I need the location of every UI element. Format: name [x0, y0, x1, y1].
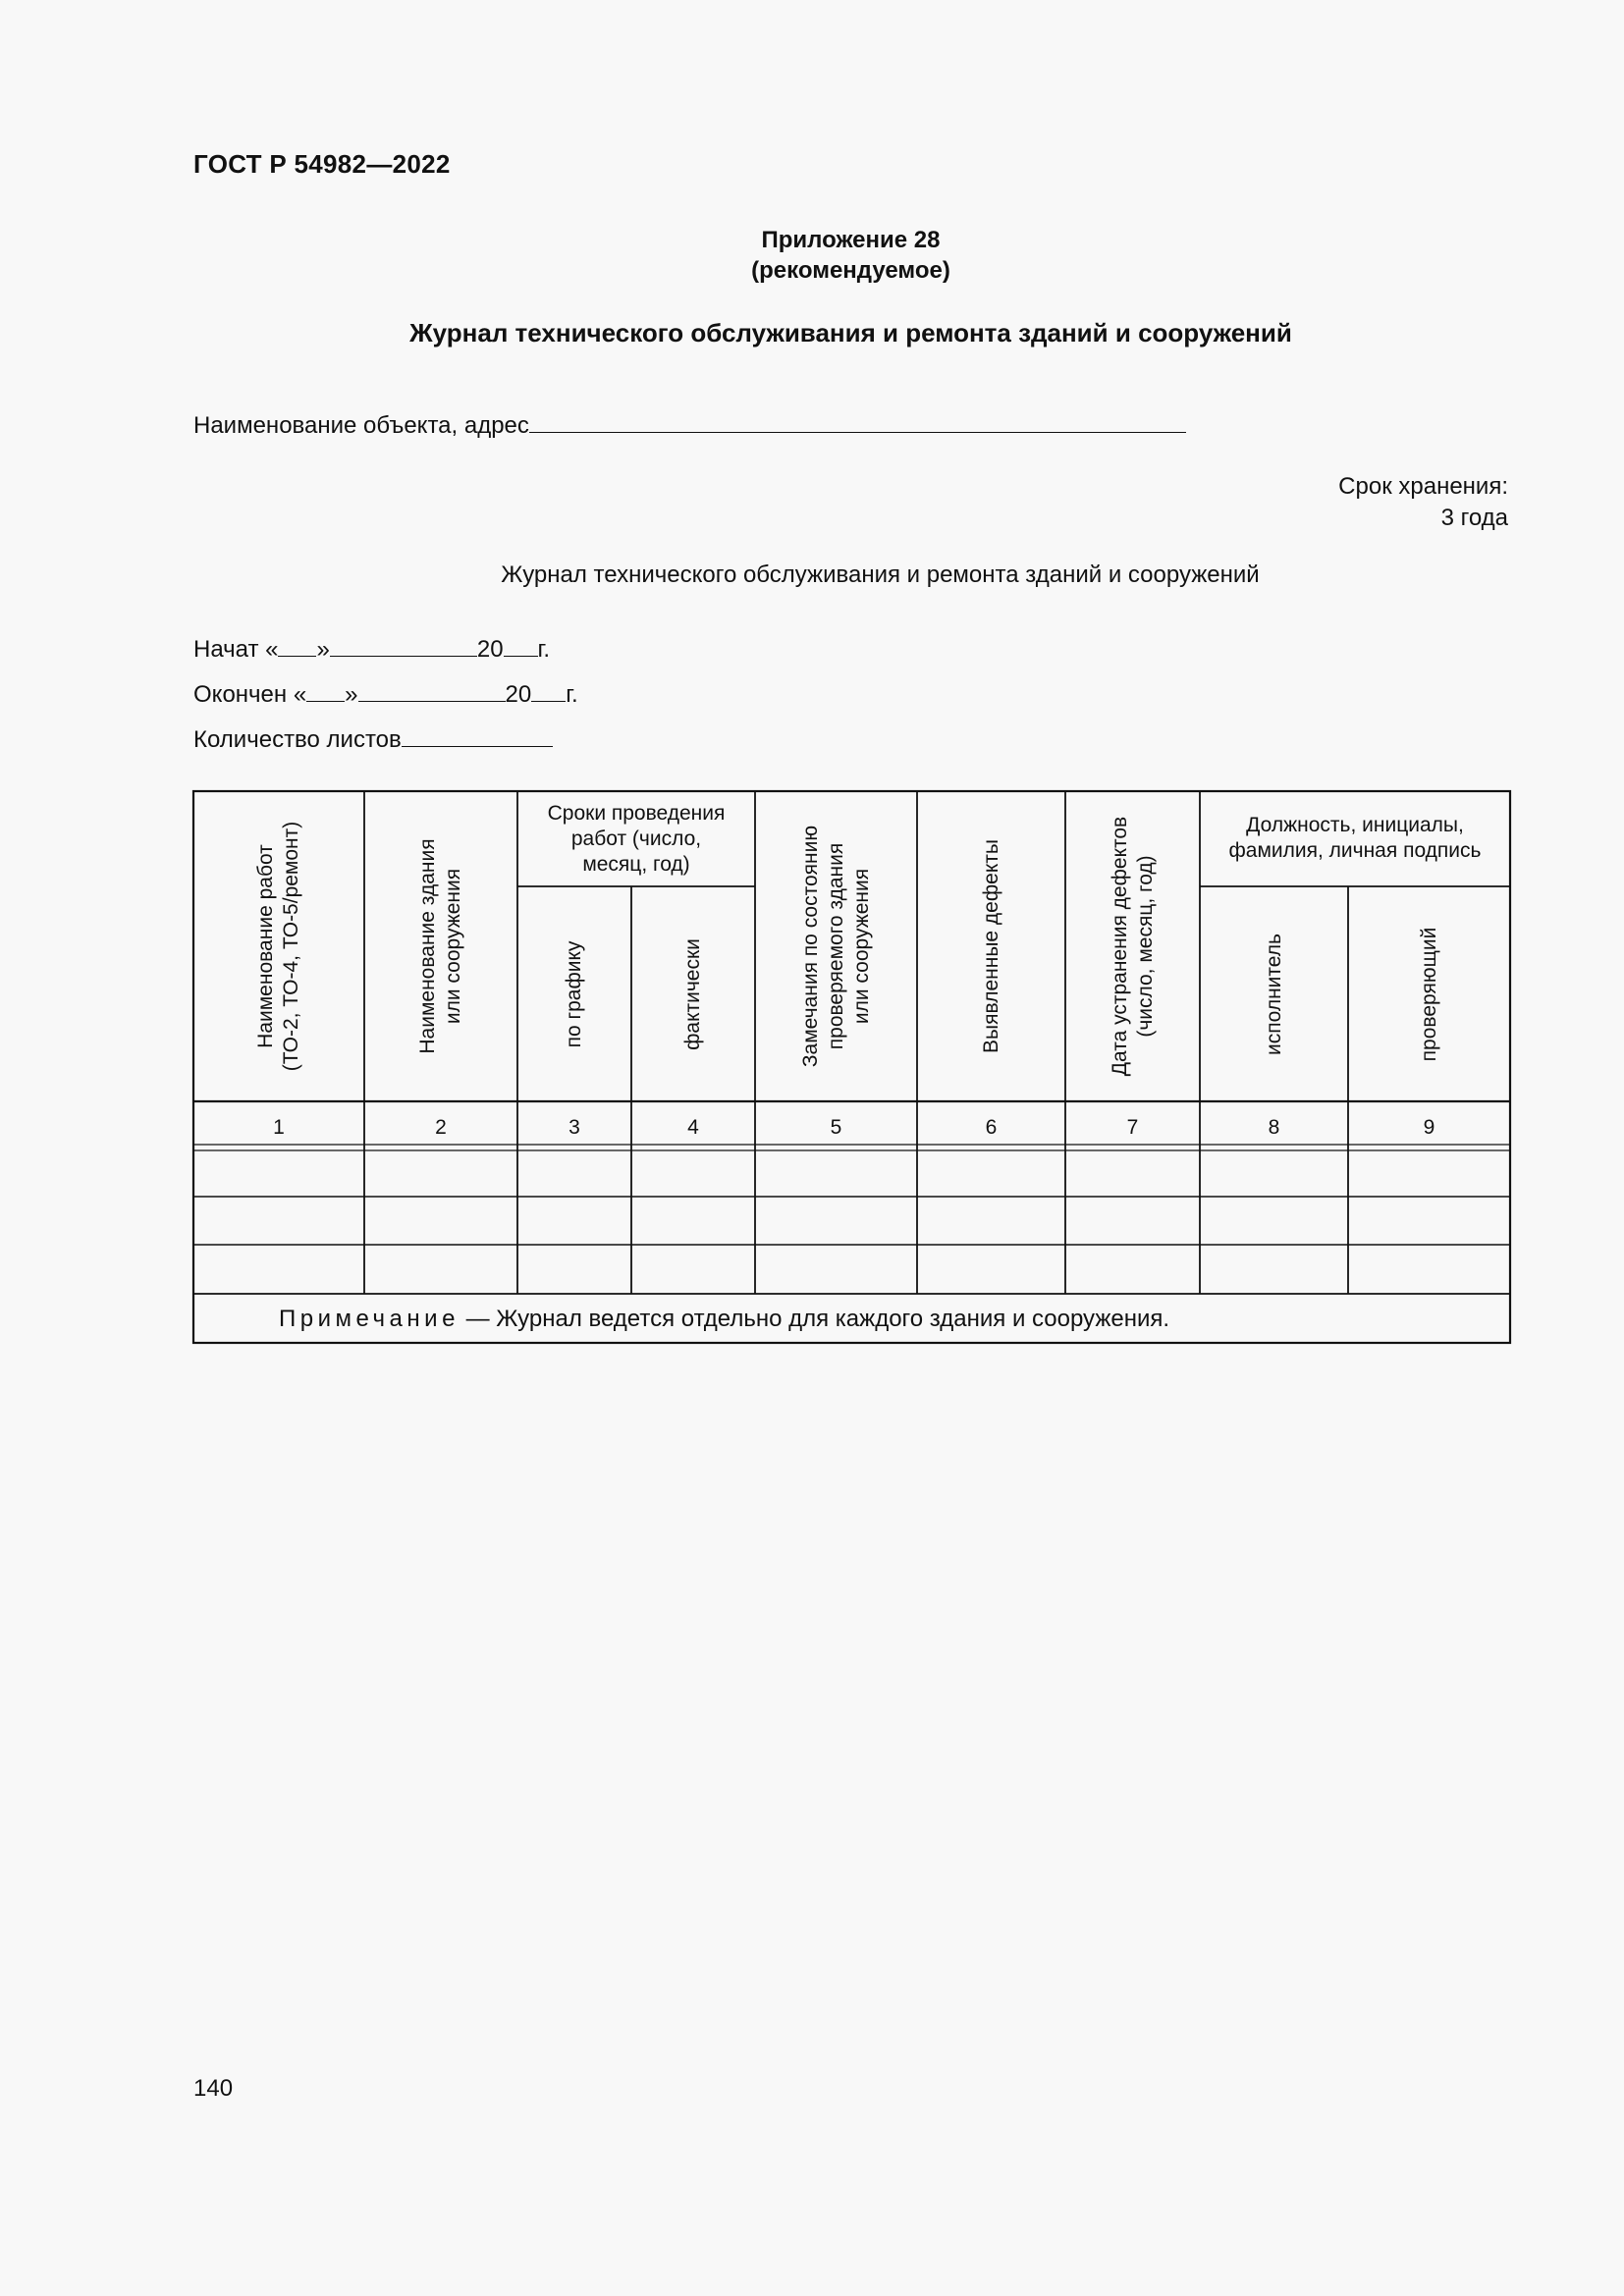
column-number: 7: [1126, 1116, 1139, 1139]
header-defects-text: Выявленные дефекты: [979, 839, 1002, 1053]
table-note: [279, 1306, 1169, 1333]
table-row: [193, 1245, 1510, 1294]
header-fix-date: [1065, 791, 1200, 1101]
appendix-number: Приложение 28: [761, 227, 941, 253]
note-label: Примечание: [279, 1306, 460, 1332]
column-number: 2: [435, 1116, 447, 1139]
started-field: Начат « » 20 г.: [193, 636, 551, 663]
journal-title: Журнал технического обслуживания и ремонта зданий и сооружений: [409, 318, 1292, 347]
column-number: 1: [273, 1116, 285, 1139]
header-work-name: [193, 791, 364, 1101]
storage-value: 3 года: [1440, 505, 1508, 531]
journal-subtitle: Журнал технического обслуживания и ремонта зданий и сооружений: [501, 561, 1260, 588]
table-row: [193, 1197, 1510, 1245]
column-number: 6: [985, 1116, 998, 1139]
header-dates-group: [517, 791, 755, 886]
header-inspector: [1348, 886, 1510, 1101]
header-defects: [917, 791, 1065, 1101]
header-executor: [1200, 886, 1348, 1101]
header-dates-group-text: Сроки проведения работ (число, месяц, год): [547, 802, 726, 876]
sheets-count-field: Количество листов: [193, 726, 553, 754]
header-building-name: [364, 791, 517, 1101]
page-number: 140: [193, 2075, 234, 2102]
table-row: [193, 1150, 1510, 1197]
object-address-label: Наименование объекта, адрес: [193, 412, 529, 439]
standard-code: ГОСТ Р 54982—2022: [193, 149, 451, 179]
header-actual-text: фактически: [681, 937, 704, 1050]
note-text: — Журнал ведется отдельно для каждого здания и сооружения.: [459, 1306, 1170, 1332]
column-number: 9: [1423, 1116, 1435, 1139]
header-scheduled: [517, 886, 631, 1101]
header-signature-group-text: Должность, инициалы, фамилия, личная подпись: [1228, 814, 1482, 862]
header-remarks-text: Замечания по состоянию проверяемого здания или сооружения: [798, 825, 873, 1068]
header-remarks: [755, 791, 917, 1101]
header-executor-text: исполнитель: [1262, 933, 1285, 1055]
column-number: 3: [568, 1116, 580, 1139]
column-number: 5: [830, 1116, 842, 1139]
header-inspector-text: проверяющий: [1417, 927, 1440, 1061]
column-number: 4: [687, 1116, 699, 1139]
column-number: 8: [1268, 1116, 1280, 1139]
header-scheduled-text: по графику: [563, 940, 585, 1047]
header-actual: [631, 886, 755, 1101]
header-fix-date-text: Дата устранения дефектов (число, месяц, год): [1108, 816, 1157, 1077]
storage-label: Срок хранения:: [1338, 473, 1508, 500]
header-work-name-text: Наименование работ (ТО-2, ТО-4, ТО-5/ремонт): [254, 821, 302, 1072]
appendix-status: (рекомендуемое): [751, 257, 950, 284]
finished-field: Окончен « » 20 г.: [193, 681, 578, 708]
header-building-name-text: Наименование здания или сооружения: [416, 838, 464, 1054]
header-signature-group: [1200, 791, 1510, 886]
